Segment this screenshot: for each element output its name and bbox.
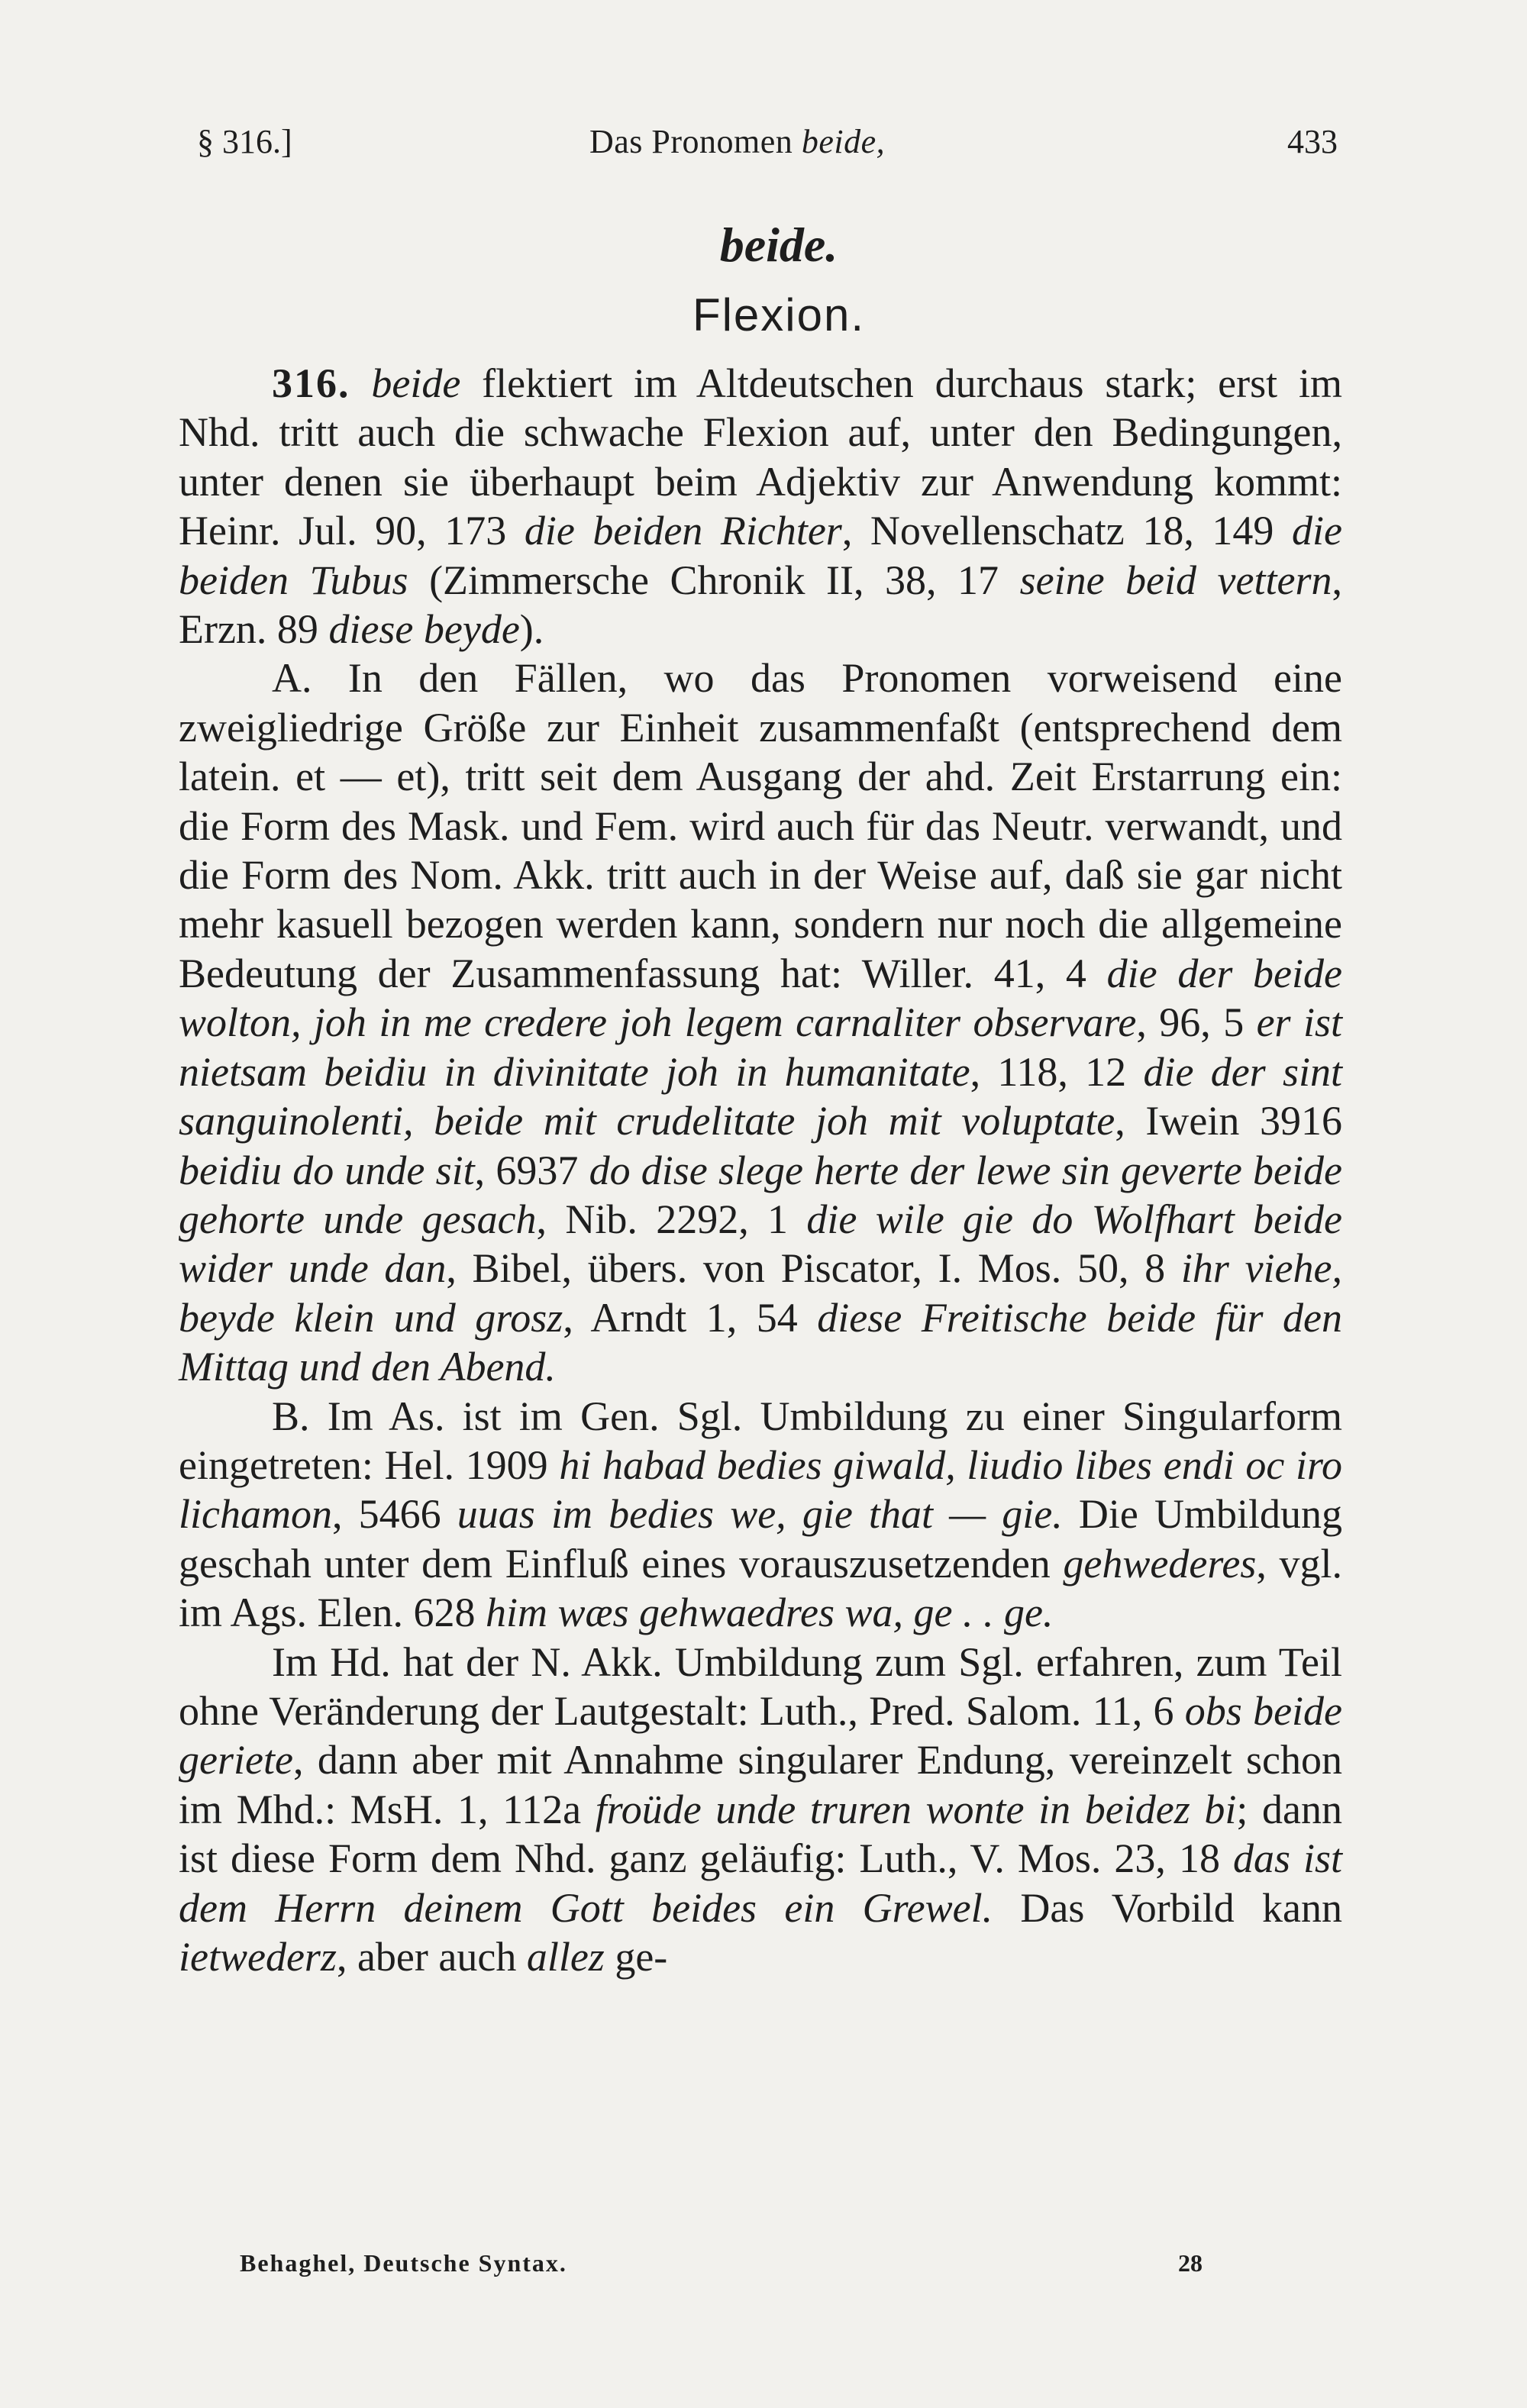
italic-quote: die beiden Tubus [179, 508, 1342, 603]
paragraph [179, 654, 1342, 1391]
italic-quote: hi habad bedies giwald, liudio libes endi oc iro lichamon [179, 1441, 1342, 1538]
text-run: , 6937 [474, 1147, 589, 1193]
italic-quote: obs beide geriete [179, 1687, 1343, 1783]
paragraph [179, 359, 1342, 654]
italic-quote: er ist nietsam beidiu in divinitate joh in humanitate [179, 999, 1342, 1095]
text-run: Im Hd. hat der N. Akk. Umbildung zum Sgl. erfahren, zum Teil ohne Veränderung der Lautgestalt: Luth., Pred. Salom. 11, 6 [179, 1638, 1342, 1734]
text-run: , 96, 5 [1136, 999, 1257, 1046]
text-run: flektiert im Altdeutschen durchaus stark; erst im Nhd. tritt auch die schwache Flexion auf, unter den Bedingungen, unter denen sie überhaupt beim Adjektiv zur Anwendung kommt: Heinr. Jul. 90, 173 [179, 360, 1342, 554]
italic-quote: gehwederes [1063, 1540, 1257, 1587]
italic-quote: das ist dem Herrn deinem Gott beides ein Grewel. [179, 1835, 1342, 1931]
text-run: , 118, 12 [970, 1048, 1144, 1095]
text-run: , Nib. 2292, 1 [536, 1196, 807, 1242]
page-title: beide. [719, 218, 838, 272]
text-run: , Novellenschatz 18, 149 [841, 508, 1293, 554]
italic-quote: die wile gie do Wolfhart beide wider unde dan [179, 1196, 1343, 1292]
text-run: , Bibel, übers. von Piscator, I. Mos. 50, 8 [446, 1245, 1181, 1292]
signature-mark: 28 [1178, 2249, 1203, 2277]
text-run: , aber auch [336, 1934, 527, 1980]
text-run: , dann aber mit Annahme singularer Endung, vereinzelt schon im Mhd.: MsH. 1, 112a [179, 1737, 1342, 1832]
text-run: , vgl. im Ags. Elen. 628 [179, 1540, 1342, 1636]
paragraph [179, 1392, 1342, 1638]
text-run: , Arndt 1, 54 [563, 1294, 818, 1341]
italic-quote: ihr viehe, beyde klein und grosz [179, 1245, 1342, 1341]
text-run: Das Vorbild kann [993, 1884, 1342, 1931]
section-heading: Flexion. [692, 289, 866, 341]
text-run: (Zimmersche Chronik II, 38, 17 [408, 557, 1020, 603]
text-run: , Erzn. 89 [179, 557, 1342, 653]
text-run: , Iwein 3916 [1115, 1098, 1342, 1144]
italic-quote: him wæs gehwaedres wa, ge . . ge. [486, 1590, 1054, 1636]
text-run: ge- [604, 1934, 668, 1980]
text-run: ; dann ist diese Form dem Nhd. ganz geläufig: Luth., V. Mos. 23, 18 [179, 1786, 1342, 1882]
italic-quote: do dise slege herte der lewe sin geverte beide gehorte unde gesach [179, 1147, 1342, 1242]
text-run: B. Im As. ist im Gen. Sgl. Umbildung zu einer Singularform eingetreten: Hel. 1909 [179, 1393, 1342, 1488]
paragraph [179, 1638, 1342, 1982]
text-run: , 5466 [331, 1491, 457, 1538]
running-header-word: beide, [801, 123, 886, 160]
running-header-section: § 316.] [197, 123, 292, 160]
running-header-prefix: Das Pronomen [589, 123, 793, 160]
italic-quote: seine beid vettern [1019, 557, 1332, 603]
italic-quote: froüde unde truren wonte in beidez bi [595, 1786, 1237, 1832]
italic-quote: die der sint sanguinolenti, beide mit crudelitate joh mit voluptate [179, 1048, 1342, 1144]
italic-quote: die beiden Richter [524, 508, 842, 554]
italic-quote: beide [371, 360, 461, 406]
running-header-title [589, 122, 885, 161]
paragraph-content [179, 360, 1342, 652]
italic-quote: uuas im bedies we, gie that — gie. [457, 1491, 1063, 1538]
italic-quote: die der beide wolton, joh in me credere joh legem carnaliter observare [179, 950, 1342, 1046]
paragraph-content [179, 1639, 1342, 1980]
text-run: Die Umbildung geschah unter dem Einfluß eines vorauszusetzenden [179, 1491, 1343, 1587]
italic-quote: allez [526, 1934, 605, 1980]
page-number: 433 [1287, 123, 1338, 160]
paragraph-content [179, 1393, 1342, 1636]
italic-quote: ietwederz [179, 1934, 337, 1980]
text-run: A. In den Fällen, wo das Pronomen vorweisend eine zweigliedrige Größe zur Einheit zusammenfaßt (entsprechend dem latein. et — et), tritt seit dem Ausgang der ahd. Zeit Erstarrung ein: die Form des Mask. und Fem. wird auch für das Neutr. verwandt, und die Form des Nom. Akk. tritt auch in der Weise auf, daß sie gar nicht mehr kasuell bezogen werden kann, sondern nur noch die allgemeine Bedeutung der Zusammenfassung hat: Willer. 41, 4 [179, 655, 1342, 996]
paragraph-content [179, 655, 1342, 1390]
footer-author: Behaghel, Deutsche Syntax. [240, 2249, 567, 2277]
section-number: 316. [272, 360, 350, 406]
italic-quote: beidiu do unde sit [179, 1147, 475, 1193]
italic-quote: diese beyde [328, 606, 520, 653]
body-text [179, 359, 1342, 1981]
italic-quote: diese Freitische beide für den Mittag und den Abend. [179, 1294, 1342, 1390]
text-run: ). [519, 606, 544, 653]
